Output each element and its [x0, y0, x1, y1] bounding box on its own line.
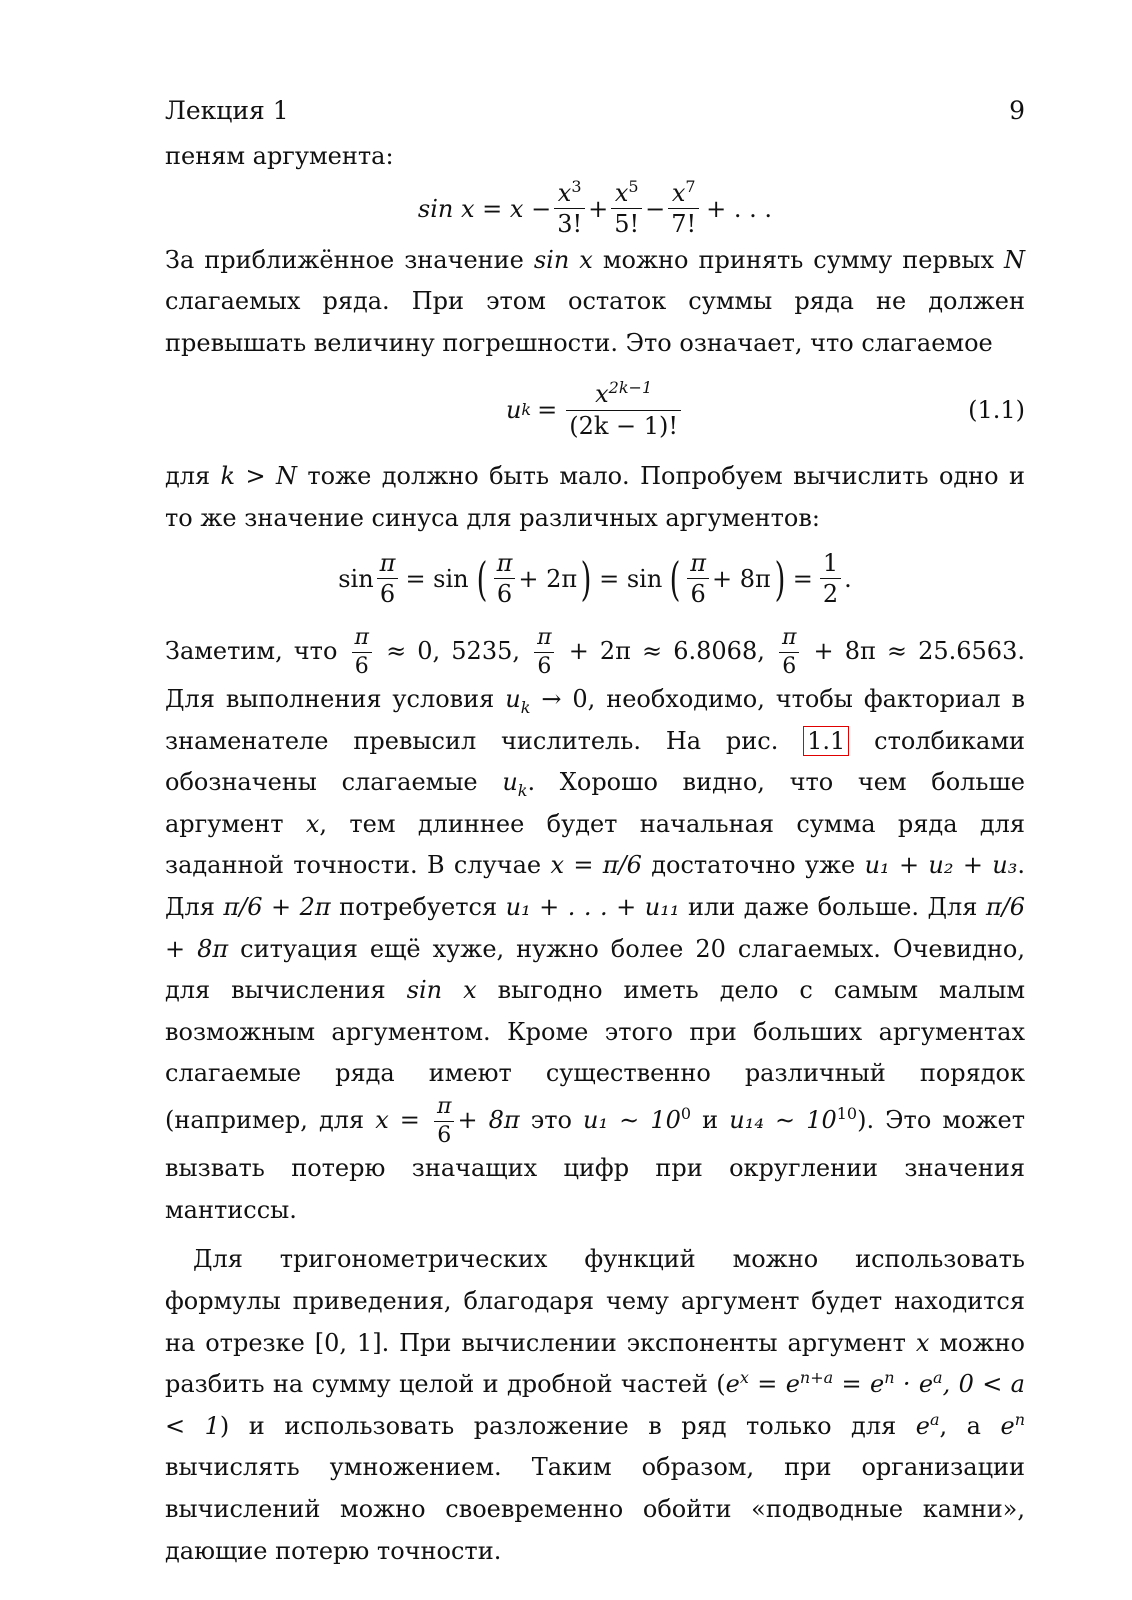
- paragraph-reduction: Для тригонометрических функций можно использовать формулы приведения, благодаря чему аргумент будет находится на отрезке [0, 1]. При вычислении экспоненты аргумент x можно разбить на сумму целой и дробной частей ($e^x = e^{n+a} = e^n \cdot e^a$, 0 < a < 1) и использовать разложение в ряд только для $e^a$, а $e^n$ вычислять умножением. Таким образом, при организации вычислений можно своевременно обойти «подводные камни», дающие потерю точности.: [165, 1245, 1026, 1565]
- running-header: [165, 96, 1025, 136]
- header-lecture: Лекция 1: [165, 96, 289, 125]
- figure-reference-link[interactable]: 1.1: [803, 726, 849, 756]
- paragraph-approximation: За приближённое значение sin x можно принять сумму первых N слагаемых ряда. При этом остаток суммы ряда не должен превышать величину погрешности. Это означает, что слагаемое: [165, 245, 1025, 357]
- paragraph-factorial: Заметим, что $\frac{\pi}{6}$ ≈ 0, 5235, $\frac{\pi}{6}$ + 2π ≈ 6.8068, $\frac{\pi}{6}$ + 8π ≈ 25.6563. Для выполнения условия $u_k \to 0$, необходимо, чтобы факториал в знаменателе превысил числитель. На рис. 1.1 столбиками обозначены слагаемые $u_k$. Хорошо видно, что чем больше аргумент x, тем длиннее будет начальная сумма ряда для заданной точности. В случае x = π/6 достаточно уже u₁ + u₂ + u₃. Для π/6 + 2π потребуется u₁ + . . . + u₁₁ или даже больше. Для π/6 + 8π ситуация ещё хуже, нужно более 20 слагаемых. Очевидно, для вычисления sin x выгодно иметь дело с самым малым возможным аргументом. Кроме этого при больших аргументах слагаемые ряда имеют существенно различный порядок (например, для x = $\frac{\pi}{6}$ + 8π это u₁ ∼ $10^0$ и u₁₄ ∼ $10^{10}$). Это может вызвать потерю значащих цифр при округлении значения мантиссы.: [165, 624, 1026, 1224]
- paragraph-k-greater-n: для k > N тоже должно быть мало. Попробуем вычислить одно и то же значение синуса для различных аргументов:: [165, 462, 1025, 532]
- page: [165, 96, 1025, 1572]
- equation-uk: u k = $\frac{x^{2k-1}}{(2k - 1)!}$ (1.1): [505, 378, 1025, 440]
- page-number: 9: [1009, 96, 1025, 125]
- equation-sin-pi: sin $\frac{\pi}{6}$ = sin ( $\frac{\pi}{6}$ + 2π ) = sin ( $\frac{\pi}{6}$ + 8π ) = $\frac{1}{2}$ .: [338, 548, 852, 609]
- equation-sin-series: sin x = x − $\frac{x^3}{3!}$ + $\frac{x^5}{5!}$ − $\frac{x^7}{7!}$ + . . .: [417, 176, 773, 239]
- equation-number: (1.1): [968, 396, 1025, 425]
- paragraph-top: пеням аргумента:: [165, 142, 394, 170]
